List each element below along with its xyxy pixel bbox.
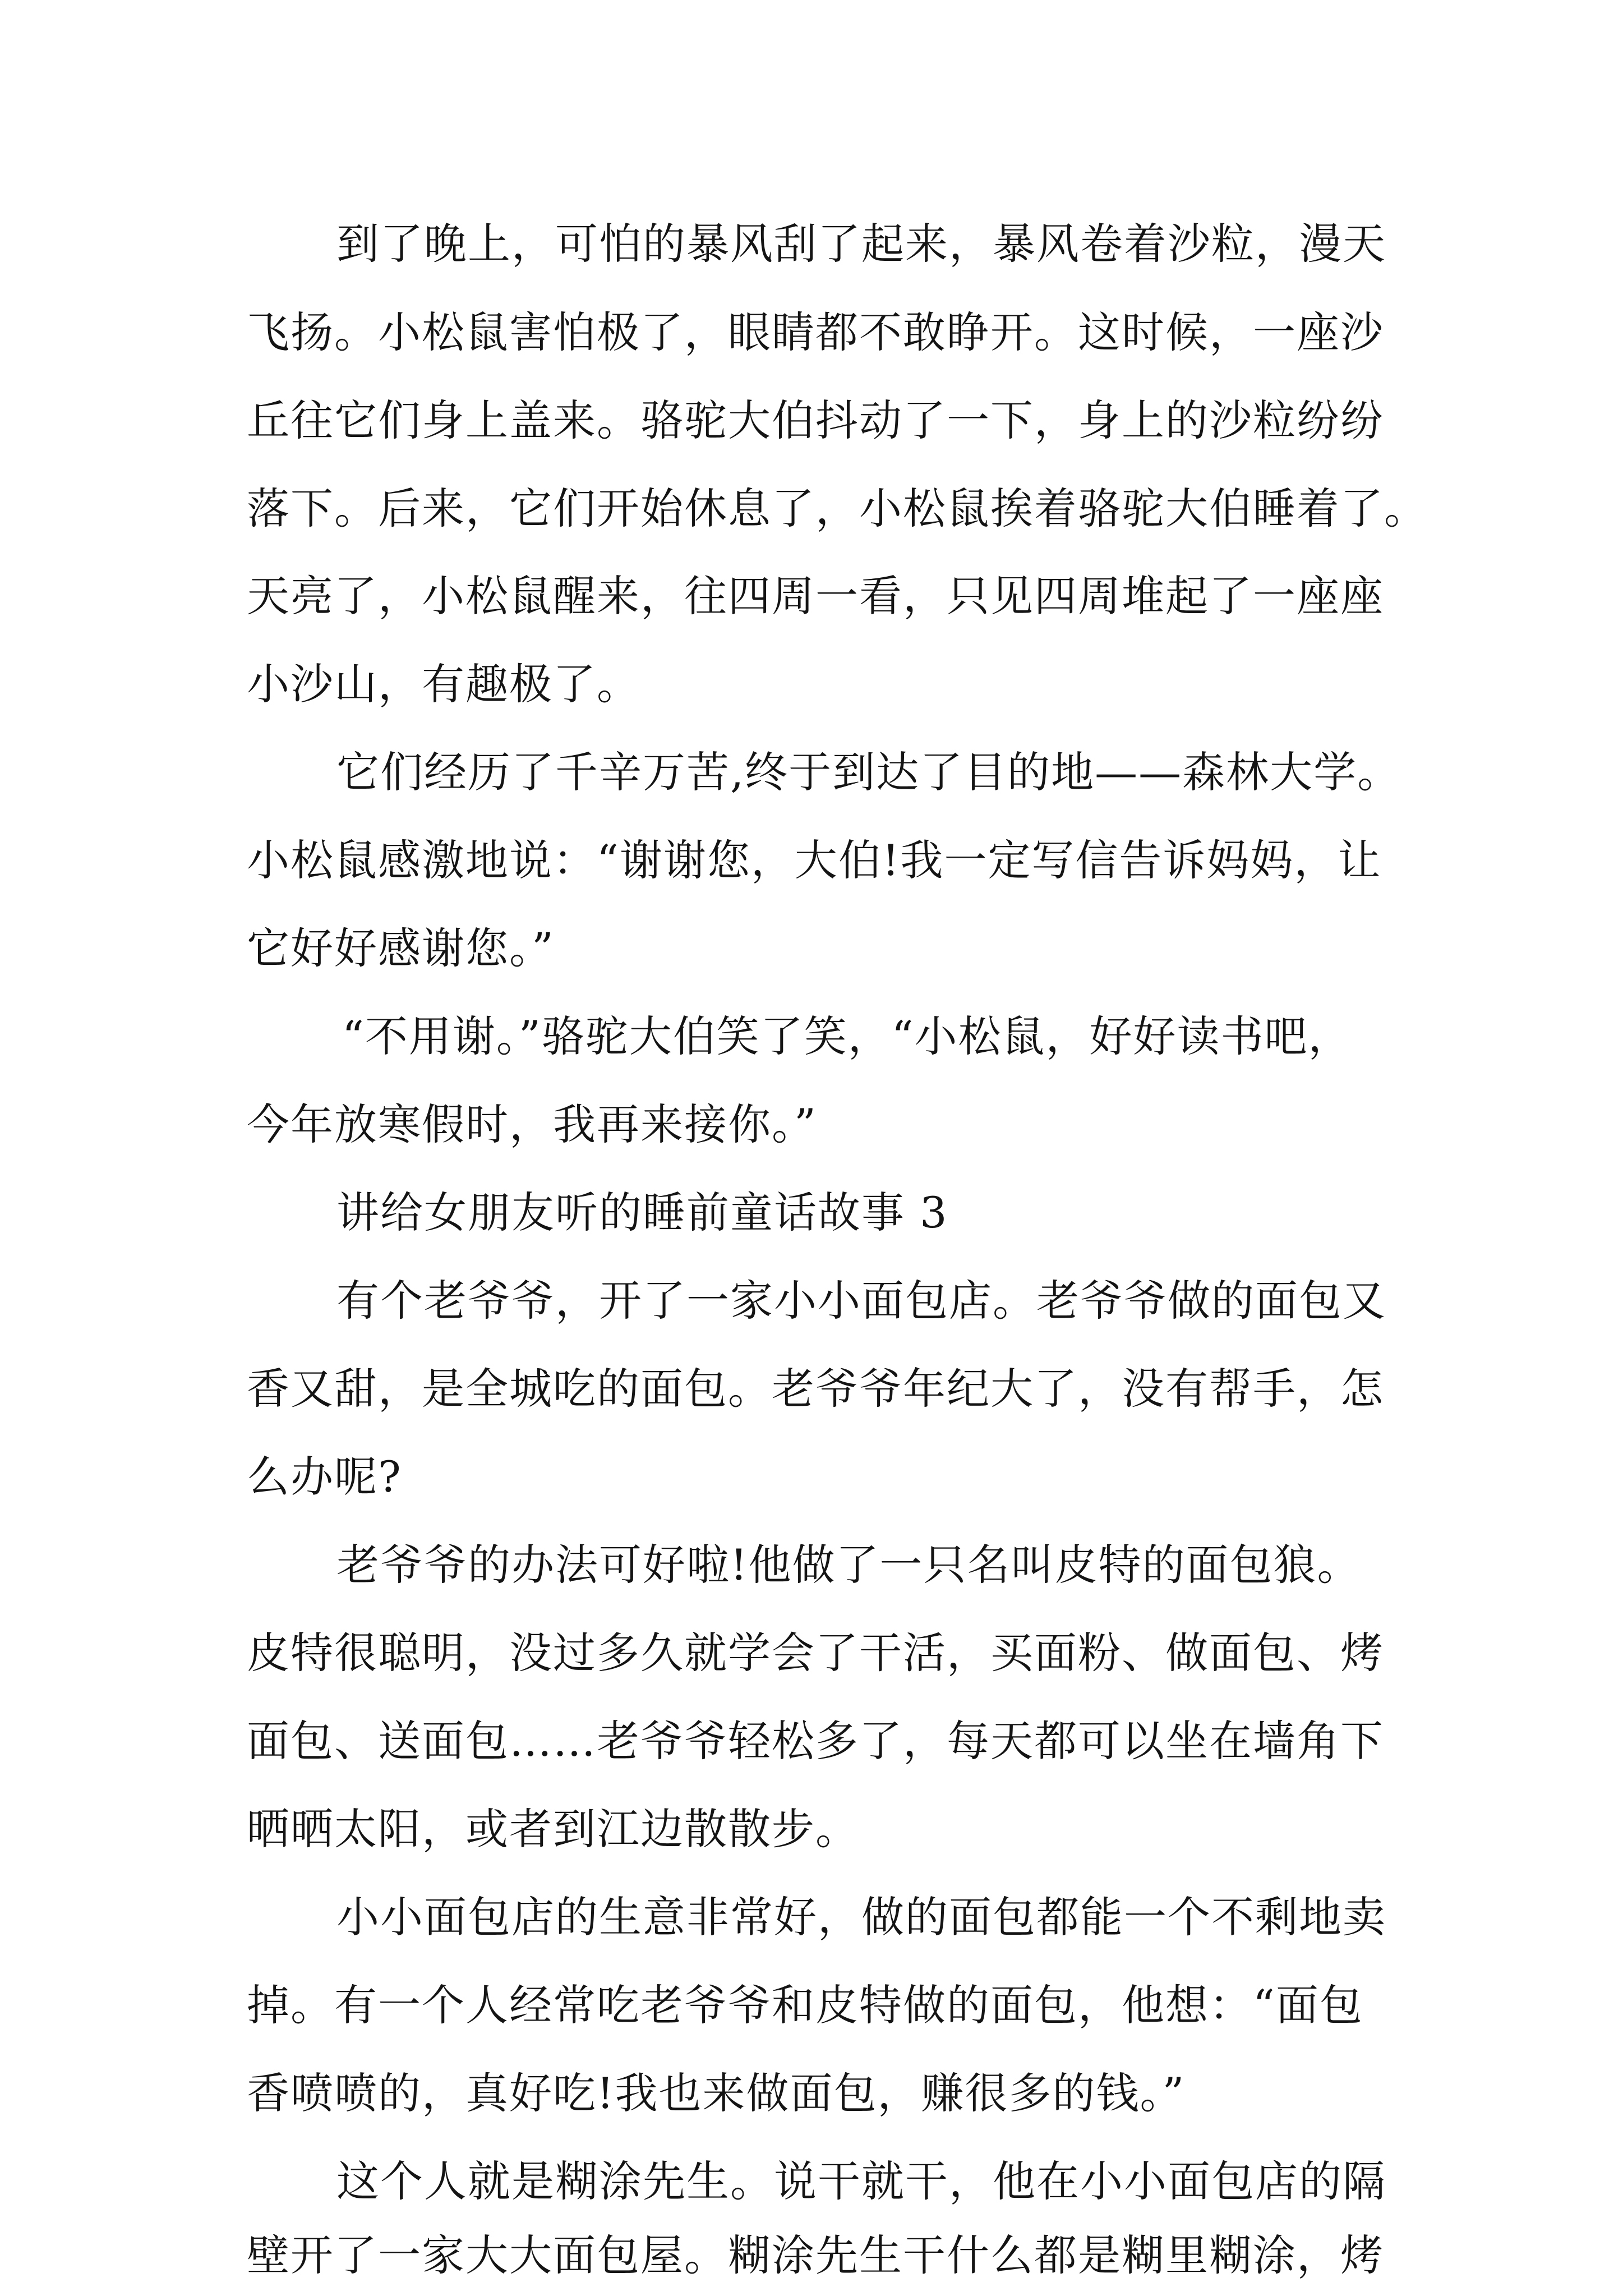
text-line: 到了晚上，可怕的暴风刮了起来，暴风卷着沙粒，漫天 — [336, 219, 1386, 269]
text-line: 老爷爷的办法可好啦!他做了一只名叫皮特的面包狼。 — [336, 1540, 1361, 1590]
text-line: 小松鼠感激地说：“谢谢您，大伯!我一定写信告诉妈妈，让 — [247, 835, 1382, 885]
text-line: 掉。有一个人经常吃老爷爷和皮特做的面包，他想：“面包 — [247, 1980, 1363, 2030]
text-line: 落下。后来，它们开始休息了，小松鼠挨着骆驼大伯睡着了。 — [247, 484, 1428, 533]
text-line: 小沙山，有趣极了。 — [247, 659, 640, 709]
text-line: “不用谢。”骆驼大伯笑了笑，“小松鼠，好好读书吧， — [342, 1011, 1352, 1061]
text-line: 天亮了，小松鼠醒来，往四周一看，只见四周堆起了一座座 — [247, 571, 1384, 621]
text-line: 有个老爷爷，开了一家小小面包店。老爷爷做的面包又 — [336, 1276, 1386, 1326]
text-line: 丘往它们身上盖来。骆驼大伯抖动了一下，身上的沙粒纷纷 — [247, 395, 1384, 445]
text-line: 么办呢? — [247, 1452, 402, 1502]
section-heading: 讲给女朋友听的睡前童话故事 3 — [336, 1188, 948, 1237]
text-line: 皮特很聪明，没过多久就学会了干活，买面粉、做面包、烤 — [247, 1628, 1384, 1678]
text-line: 香又甜，是全城吃的面包。老爷爷年纪大了，没有帮手，怎 — [247, 1364, 1384, 1414]
text-line: 这个人就是糊涂先生。说干就干，他在小小面包店的隔 — [336, 2156, 1386, 2206]
text-line: 壁开了一家大大面包屋。糊涂先生干什么都是糊里糊涂，烤 — [247, 2230, 1384, 2280]
text-line: 香喷喷的，真好吃!我也来做面包，赚很多的钱。” — [247, 2068, 1186, 2118]
text-line: 飞扬。小松鼠害怕极了，眼睛都不敢睁开。这时候，一座沙 — [247, 307, 1384, 357]
text-line: 它好好感谢您。” — [247, 923, 555, 973]
text-line: 今年放寒假时，我再来接你。” — [247, 1099, 817, 1149]
text-line: 面包、送面包……老爷爷轻松多了，每天都可以坐在墙角下 — [247, 1716, 1384, 1766]
text-line: 小小面包店的生意非常好，做的面包都能一个不剩地卖 — [336, 1892, 1386, 1942]
text-line: 晒晒太阳，或者到江边散散步。 — [247, 1804, 859, 1854]
text-line: 它们经历了千辛万苦,终于到达了目的地——森林大学。 — [336, 747, 1401, 797]
